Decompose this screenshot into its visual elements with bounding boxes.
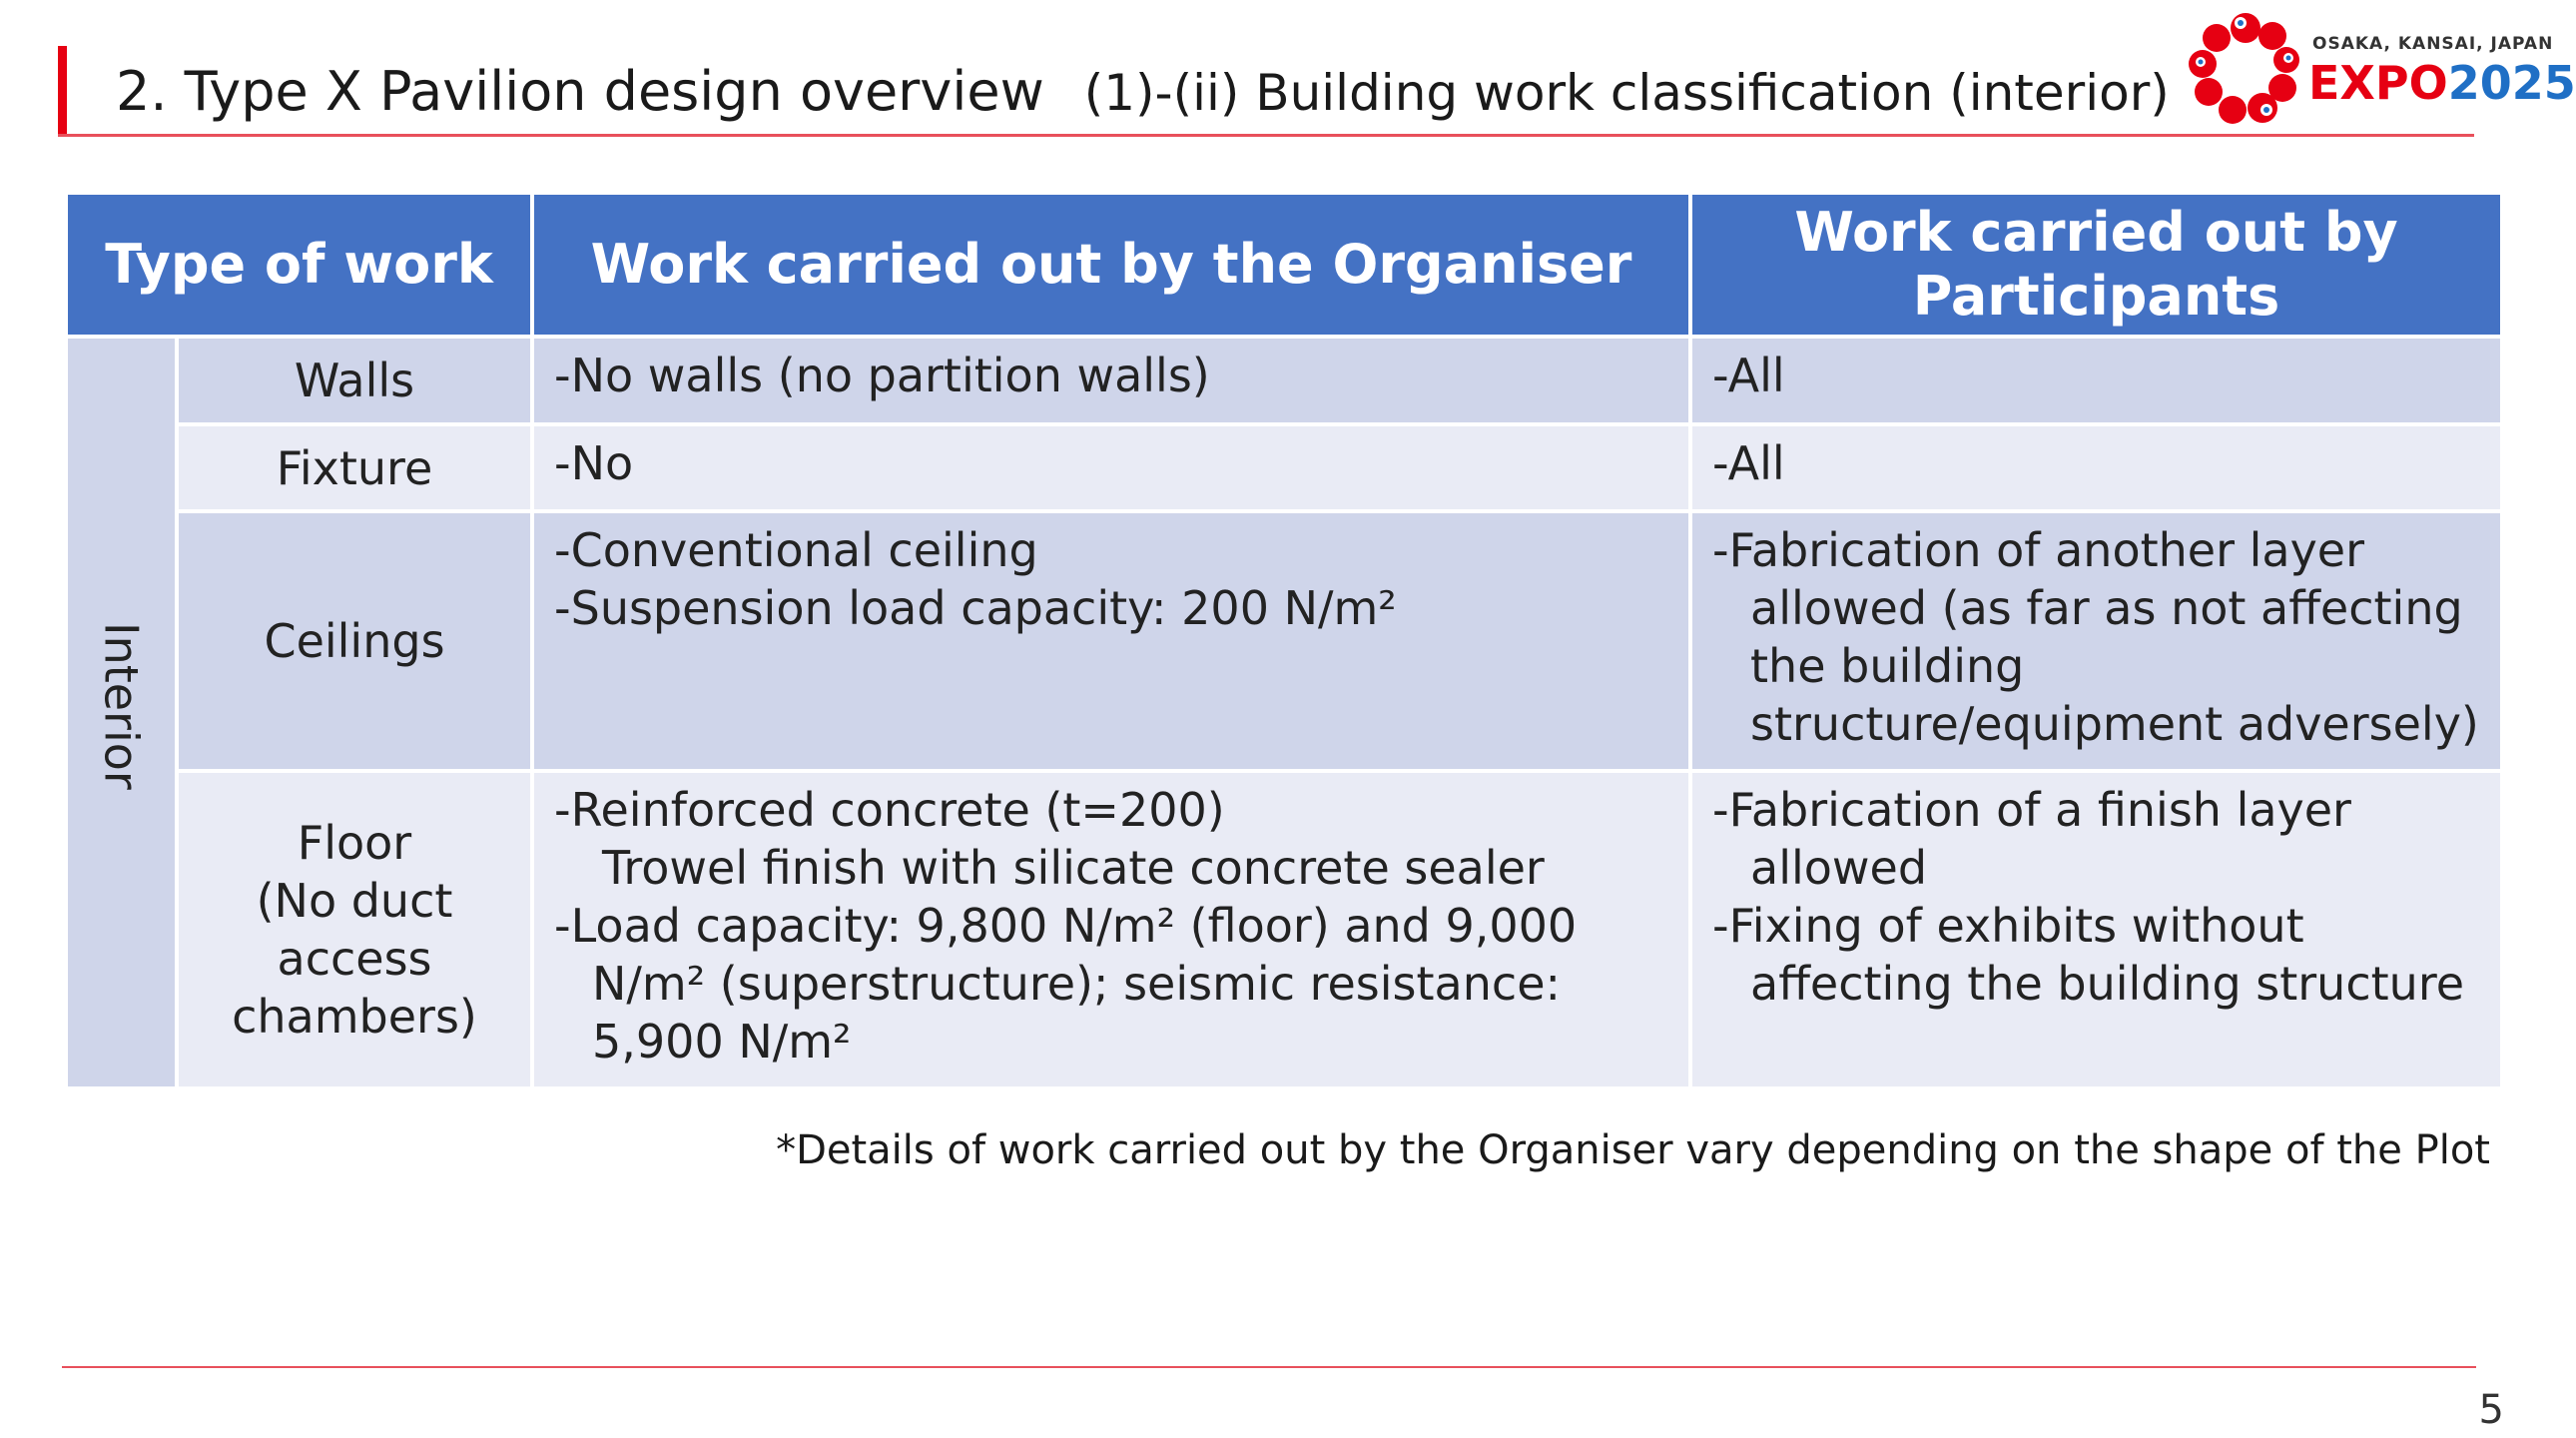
expo-logo bbox=[2183, 6, 2576, 132]
myaku-myaku-icon bbox=[2183, 6, 2308, 132]
organiser-cell: -No walls (no partition walls) bbox=[532, 337, 1690, 424]
table-row-floor bbox=[66, 771, 2502, 1088]
table-header-row bbox=[66, 193, 2502, 337]
table-row-walls bbox=[66, 337, 2502, 424]
participants-cell: -All bbox=[1690, 337, 2502, 424]
organiser-cell: -Reinforced concrete (t=200) Trowel finish with silicate concrete sealer -Load capacity: 9,800 N/m² (floor) and 9,000 N/m² (superstructure); seismic resistance: 5,900 N/m² bbox=[532, 771, 1690, 1088]
type-cell: Fixture bbox=[177, 424, 532, 511]
column-header-type: Type of work bbox=[66, 193, 532, 337]
footer-rule bbox=[62, 1366, 2476, 1368]
participants-cell: -Fabrication of another layer allowed (as far as not affecting the building structure/equipment adversely) bbox=[1690, 511, 2502, 771]
title-underline bbox=[58, 134, 2474, 137]
participants-cell: -All bbox=[1690, 424, 2502, 511]
title-subtitle: (1)-(ii) Building work classification (interior) bbox=[1083, 64, 2170, 122]
footnote: *Details of work carried out by the Organiser vary depending on the shape of the Plot bbox=[776, 1127, 2490, 1173]
type-cell: Walls bbox=[177, 337, 532, 424]
title-main: 2. Type X Pavilion design overview bbox=[116, 60, 1044, 123]
type-cell: Floor (No duct access chambers) bbox=[177, 771, 532, 1088]
work-classification-table bbox=[64, 191, 2504, 1090]
logo-location: OSAKA, KANSAI, JAPAN bbox=[2312, 34, 2554, 54]
page-number: 5 bbox=[2478, 1387, 2504, 1433]
page-title bbox=[116, 52, 2170, 132]
column-header-organiser: Work carried out by the Organiser bbox=[532, 193, 1690, 337]
organiser-cell: -No bbox=[532, 424, 1690, 511]
title-accent-bar bbox=[58, 46, 67, 136]
column-header-participants: Work carried out by Participants bbox=[1690, 193, 2502, 337]
participants-cell: -Fabrication of a finish layer allowed -Fixing of exhibits without affecting the building structure bbox=[1690, 771, 2502, 1088]
organiser-cell: -Conventional ceiling -Suspension load capacity: 200 N/m² bbox=[532, 511, 1690, 771]
table-row-fixture bbox=[66, 424, 2502, 511]
logo-wordmark: EXPO2025 bbox=[2308, 56, 2576, 110]
table-row-ceilings bbox=[66, 511, 2502, 771]
interior-group-label: Interior bbox=[94, 622, 149, 790]
interior-group-cell bbox=[66, 337, 177, 1088]
type-cell: Ceilings bbox=[177, 511, 532, 771]
